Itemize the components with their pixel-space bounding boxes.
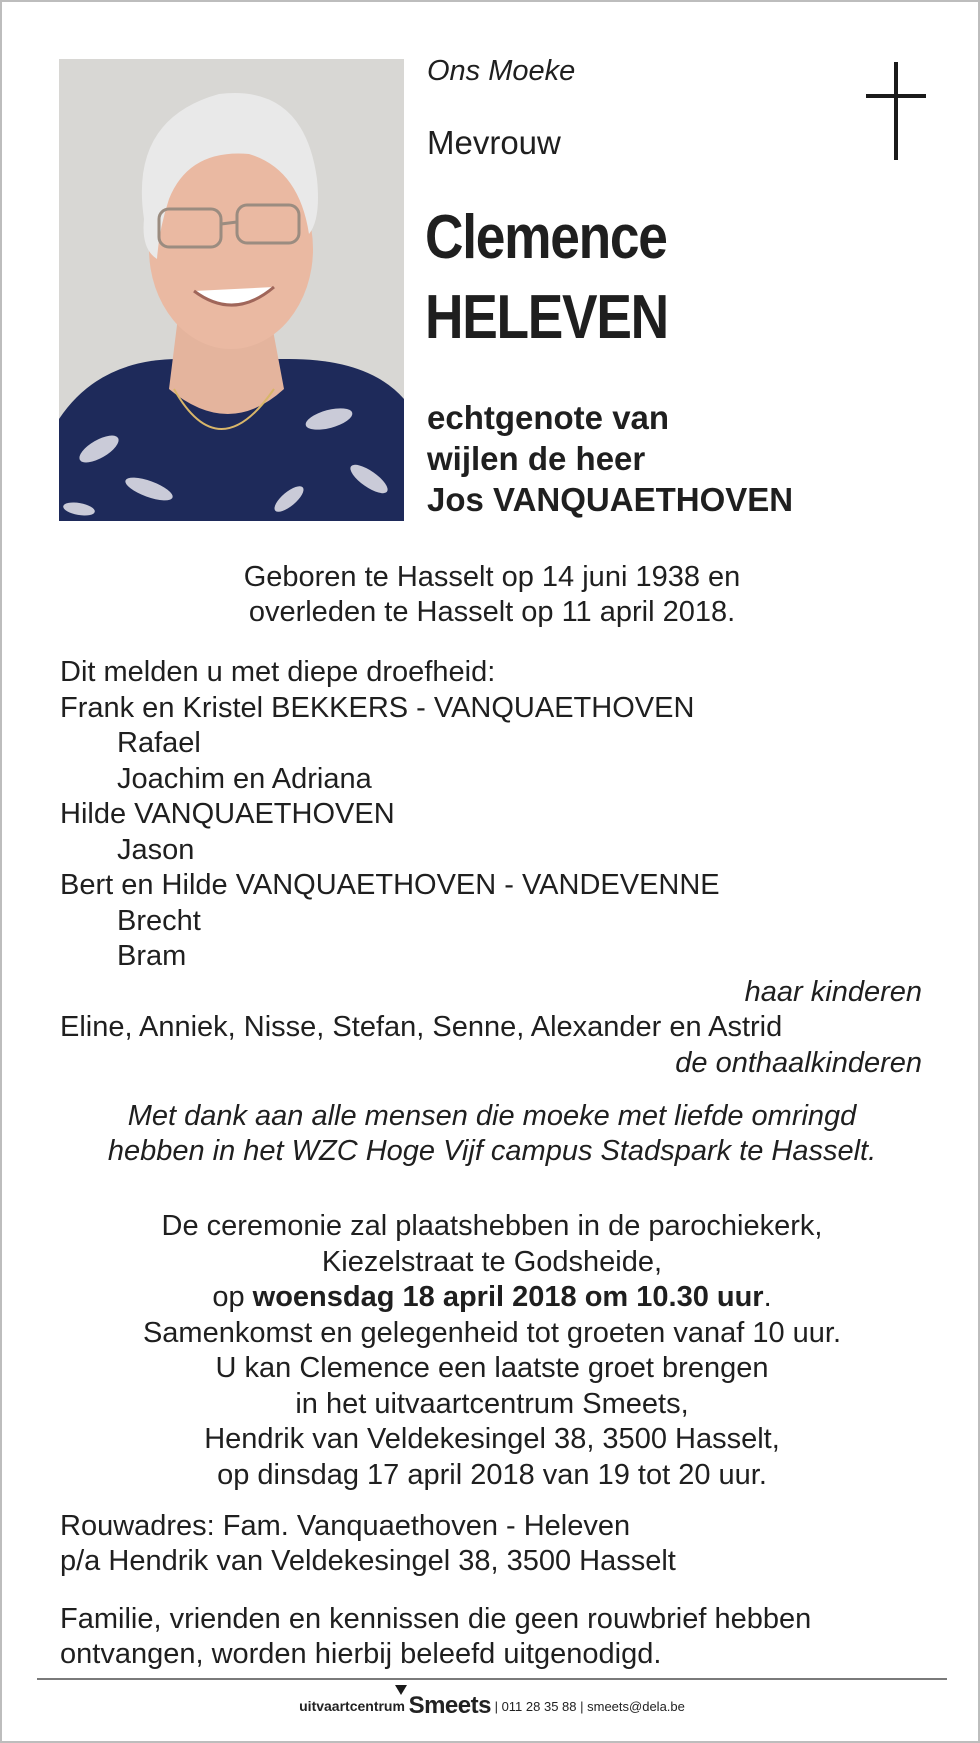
deceased-first-name: Clemence <box>425 203 667 272</box>
portrait-photo <box>59 59 404 521</box>
salutation: Ons Moeke <box>427 55 576 87</box>
mourner-line: Hilde VANQUAETHOVEN <box>60 798 395 830</box>
spouse-line: wijlen de heer <box>427 440 646 477</box>
mourner-line: Bert en Hilde VANQUAETHOVEN - VANDEVENNE <box>60 869 720 901</box>
spouse-line: echtgenote van <box>427 399 670 436</box>
footer-phone: | 011 28 35 88 | <box>494 1699 584 1714</box>
thanks-line: Met dank aan alle mensen die moeke met liefde omringd <box>127 1100 857 1132</box>
address-line: p/a Hendrik van Veldekesingel 38, 3500 Hasselt <box>60 1545 676 1577</box>
foster-children-label: de onthaalkinderen <box>675 1046 922 1079</box>
footer-funeral-home <box>2 1692 980 1720</box>
children-label: haar kinderen <box>744 975 922 1008</box>
footer-divider <box>37 1678 947 1680</box>
death-line: overleden te Hasselt op 11 april 2018. <box>248 596 736 628</box>
honorific: Mevrouw <box>427 124 561 161</box>
footer-brand: Smeets <box>408 1692 491 1719</box>
thanks-message <box>2 1099 980 1169</box>
ceremony-line: Samenkomst en gelegenheid tot groeten vanaf 10 uur. <box>142 1316 842 1349</box>
mourners-intro: Dit melden u met diepe droefheid: <box>60 656 496 688</box>
ceremony-line: Hendrik van Veldekesingel 38, 3500 Hasselt, <box>204 1423 780 1455</box>
ceremony-line: op dinsdag 17 april 2018 van 19 tot 20 uur. <box>217 1458 767 1491</box>
ceremony-line: De ceremonie zal plaatshebben in de parochiekerk, <box>161 1210 823 1242</box>
ceremony-line: Kiezelstraat te Godsheide, <box>321 1245 663 1278</box>
birth-line: Geboren te Hasselt op 14 juni 1938 en <box>243 561 741 593</box>
footer-prefix: uitvaartcentrum <box>299 1698 405 1714</box>
family-note-line: Familie, vrienden en kennissen die geen rouwbrief hebben <box>60 1603 812 1635</box>
mourning-address <box>60 1509 676 1579</box>
mourner-line: Frank en Kristel BEKKERS - VANQUAETHOVEN <box>60 691 695 724</box>
ceremony-line: in het uitvaartcentrum Smeets, <box>295 1387 689 1420</box>
mourner-line: Jason <box>117 833 195 866</box>
mourner-line: Rafael <box>117 727 201 759</box>
family-note <box>60 1602 811 1672</box>
address-line: Rouwadres: Fam. Vanquaethoven - Heleven <box>60 1510 631 1542</box>
birth-death-info <box>2 560 980 630</box>
portrait-illustration <box>59 59 404 521</box>
ceremony-info <box>2 1209 980 1493</box>
deceased-last-name: HELEVEN <box>425 283 668 352</box>
footer-email: smeets@dela.be <box>587 1699 685 1714</box>
cross-icon <box>866 62 926 162</box>
foster-children-line: Eline, Anniek, Nisse, Stefan, Senne, Alexander en Astrid <box>60 1011 783 1043</box>
family-note-line: ontvangen, worden hierbij beleefd uitgenodigd. <box>60 1638 662 1670</box>
mourner-line: Joachim en Adriana <box>117 762 372 795</box>
mourner-line: Bram <box>117 940 187 972</box>
mourners-list <box>60 655 922 1081</box>
ceremony-date-line: op woensdag 18 april 2018 om 10.30 uur. <box>212 1281 772 1313</box>
spouse-line: Jos VANQUAETHOVEN <box>427 481 794 518</box>
ceremony-date: woensdag 18 april 2018 om 10.30 uur <box>252 1281 764 1313</box>
mourner-line: Brecht <box>117 904 201 937</box>
spouse-block <box>427 397 793 520</box>
thanks-line: hebben in het WZC Hoge Vijf campus Stadspark te Hasselt. <box>107 1135 877 1167</box>
ceremony-line: U kan Clemence een laatste groet brengen <box>215 1352 769 1384</box>
